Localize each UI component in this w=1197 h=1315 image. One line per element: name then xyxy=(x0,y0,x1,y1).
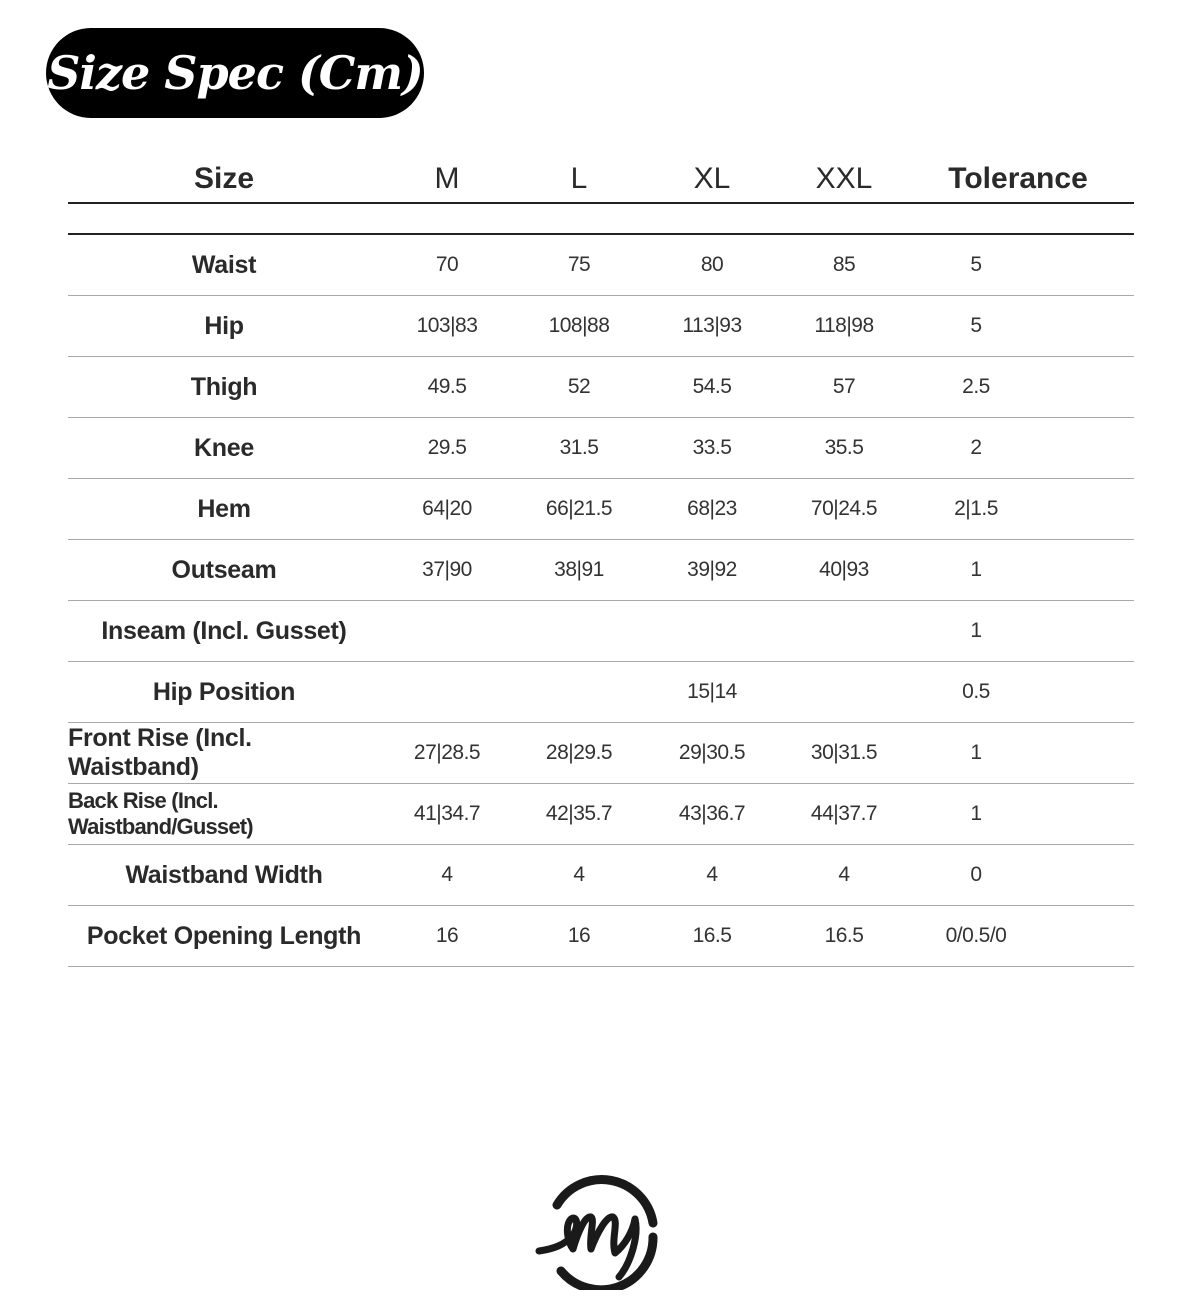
value-xl: 29|30.5 xyxy=(678,741,746,764)
value-tolerance: 2.5 xyxy=(962,375,990,398)
table-row xyxy=(68,296,1134,357)
header-xl: XL xyxy=(693,162,731,195)
header-size: Size xyxy=(193,162,255,195)
title-badge xyxy=(46,28,424,118)
header-tolerance: Tolerance xyxy=(948,162,1088,195)
page-title: Size Spec (Cm) xyxy=(47,46,423,100)
row-label: Waist xyxy=(191,250,257,279)
value-tolerance: 0 xyxy=(970,863,982,886)
value-tolerance: 0/0.5/0 xyxy=(945,924,1007,947)
value-xl: 39|92 xyxy=(687,558,737,581)
row-label: Pocket Opening Length xyxy=(86,921,362,950)
value-l: 31.5 xyxy=(559,436,599,459)
value-xl: 33.5 xyxy=(692,436,732,459)
value-xxl: 30|31.5 xyxy=(810,741,878,764)
value-xxl: 85 xyxy=(832,253,856,276)
value-m: 41|34.7 xyxy=(413,802,481,825)
table-row xyxy=(68,845,1134,906)
value-xl: 43|36.7 xyxy=(678,802,746,825)
table-body xyxy=(68,235,1134,967)
table-row xyxy=(68,723,1134,784)
value-xl: 113|93 xyxy=(682,314,742,337)
value-m xyxy=(387,601,507,661)
table-row xyxy=(68,662,1134,723)
table-row xyxy=(68,601,1134,662)
table-row xyxy=(68,479,1134,540)
header-m: M xyxy=(434,162,460,195)
value-tolerance: 5 xyxy=(970,314,982,337)
value-tolerance: 5 xyxy=(970,253,982,276)
row-label: Outseam xyxy=(171,555,277,584)
value-l: 108|88 xyxy=(548,314,610,337)
value-xxl: 16.5 xyxy=(824,924,864,947)
table-header-row xyxy=(68,150,1134,204)
value-xxl xyxy=(784,601,904,661)
header-l: L xyxy=(570,162,588,195)
value-xl xyxy=(652,601,772,661)
value-m: 49.5 xyxy=(427,375,467,398)
value-m: 29.5 xyxy=(427,436,467,459)
value-m xyxy=(387,662,507,722)
value-l: 16 xyxy=(567,924,591,947)
value-xxl: 40|93 xyxy=(819,558,869,581)
value-l: 38|91 xyxy=(554,558,604,581)
value-tolerance: 1 xyxy=(970,619,982,642)
table-row xyxy=(68,906,1134,967)
value-xl: 16.5 xyxy=(692,924,732,947)
value-l: 66|21.5 xyxy=(545,497,613,520)
value-m: 27|28.5 xyxy=(413,741,481,764)
brand-m-logo-icon xyxy=(535,1175,660,1290)
row-label: Hip xyxy=(204,311,244,340)
value-tolerance: 1 xyxy=(970,802,982,825)
value-xxl: 35.5 xyxy=(824,436,864,459)
value-l: 28|29.5 xyxy=(545,741,613,764)
value-xxl: 57 xyxy=(832,375,856,398)
value-tolerance: 1 xyxy=(970,558,982,581)
value-l: 75 xyxy=(567,253,591,276)
row-label: Thigh xyxy=(190,372,258,401)
header-divider xyxy=(68,204,1134,235)
table-row xyxy=(68,540,1134,601)
value-xl: 15|14 xyxy=(687,680,737,703)
value-l xyxy=(519,662,639,722)
value-m: 37|90 xyxy=(422,558,472,581)
table-row xyxy=(68,418,1134,479)
value-tolerance: 1 xyxy=(970,741,982,764)
row-label: Back Rise (Incl. Waistband/Gusset) xyxy=(68,788,253,839)
table-row xyxy=(68,235,1134,296)
value-xxl: 4 xyxy=(838,863,850,886)
value-xl: 54.5 xyxy=(692,375,732,398)
value-m: 4 xyxy=(441,863,453,886)
header-xxl: XXL xyxy=(815,162,873,195)
value-xxl: 118|98 xyxy=(814,314,874,337)
row-label: Waistband Width xyxy=(125,860,323,889)
value-xl: 80 xyxy=(700,253,724,276)
size-spec-table xyxy=(68,150,1134,967)
table-row xyxy=(68,357,1134,418)
value-xxl: 70|24.5 xyxy=(810,497,878,520)
value-l: 42|35.7 xyxy=(545,802,613,825)
value-tolerance: 2|1.5 xyxy=(954,497,998,520)
value-m: 103|83 xyxy=(416,314,478,337)
value-xxl: 44|37.7 xyxy=(810,802,878,825)
row-label: Knee xyxy=(194,433,254,462)
row-label: Inseam (Incl. Gusset) xyxy=(101,616,347,645)
value-m: 70 xyxy=(435,253,459,276)
value-l: 4 xyxy=(573,863,585,886)
value-l xyxy=(519,601,639,661)
value-xxl xyxy=(784,662,904,722)
value-tolerance: 0.5 xyxy=(962,680,990,703)
value-l: 52 xyxy=(567,375,591,398)
row-label: Hip Position xyxy=(152,677,296,706)
table-row xyxy=(68,784,1134,845)
value-xl: 68|23 xyxy=(687,497,737,520)
value-tolerance: 2 xyxy=(970,436,982,459)
row-label: Hem xyxy=(197,494,251,523)
value-xl: 4 xyxy=(706,863,718,886)
value-m: 16 xyxy=(435,924,459,947)
value-m: 64|20 xyxy=(422,497,472,520)
row-label: Front Rise (Incl. Waistband) xyxy=(68,724,252,781)
